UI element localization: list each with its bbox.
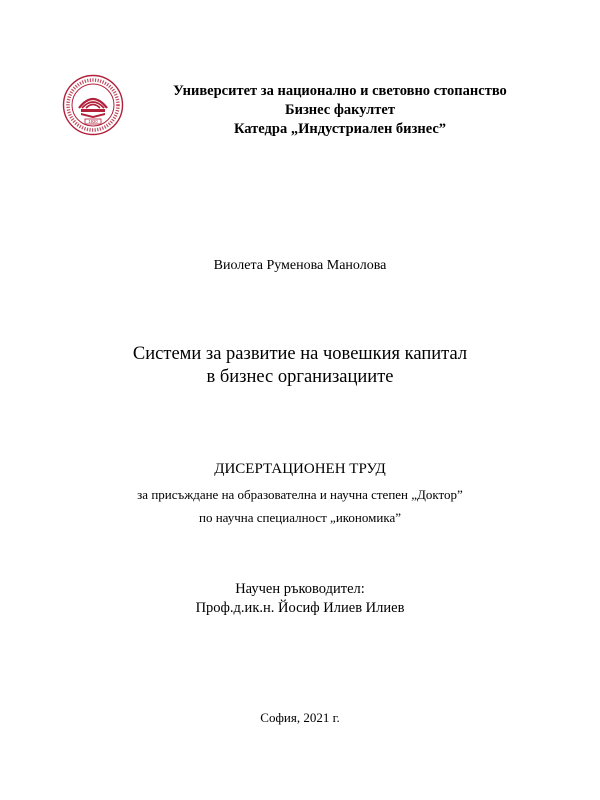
supervisor-block (0, 580, 600, 618)
university-name: Университет за национално и световно стопанство (173, 83, 507, 99)
author-name: Виолета Руменова Манолова (213, 258, 387, 273)
department-name: Катедра „Индустриален бизнес” (233, 121, 447, 137)
university-seal-logo (62, 74, 124, 136)
dissertation-heading: ДИСЕРТАЦИОНЕН ТРУД (214, 461, 386, 477)
degree-line: за присъждане на образователна и научна степен „Доктор” (137, 487, 463, 502)
dissertation-block (0, 460, 600, 532)
thesis-title (0, 343, 600, 389)
institution-header (140, 82, 540, 139)
thesis-title-line-1: Системи за развитие на човешкия капитал (132, 344, 468, 364)
seal-year: 1920 (88, 119, 98, 125)
specialty-line: по научна специалност „икономика” (199, 510, 401, 525)
place-and-date: София, 2021 г. (260, 710, 340, 725)
supervisor-name: Проф.д.ик.н. Йосиф Илиев Илиев (195, 600, 405, 616)
supervisor-label: Научен ръководител: (235, 581, 365, 597)
faculty-name: Бизнес факултет (285, 102, 395, 118)
thesis-title-line-2: в бизнес организациите (206, 367, 394, 387)
